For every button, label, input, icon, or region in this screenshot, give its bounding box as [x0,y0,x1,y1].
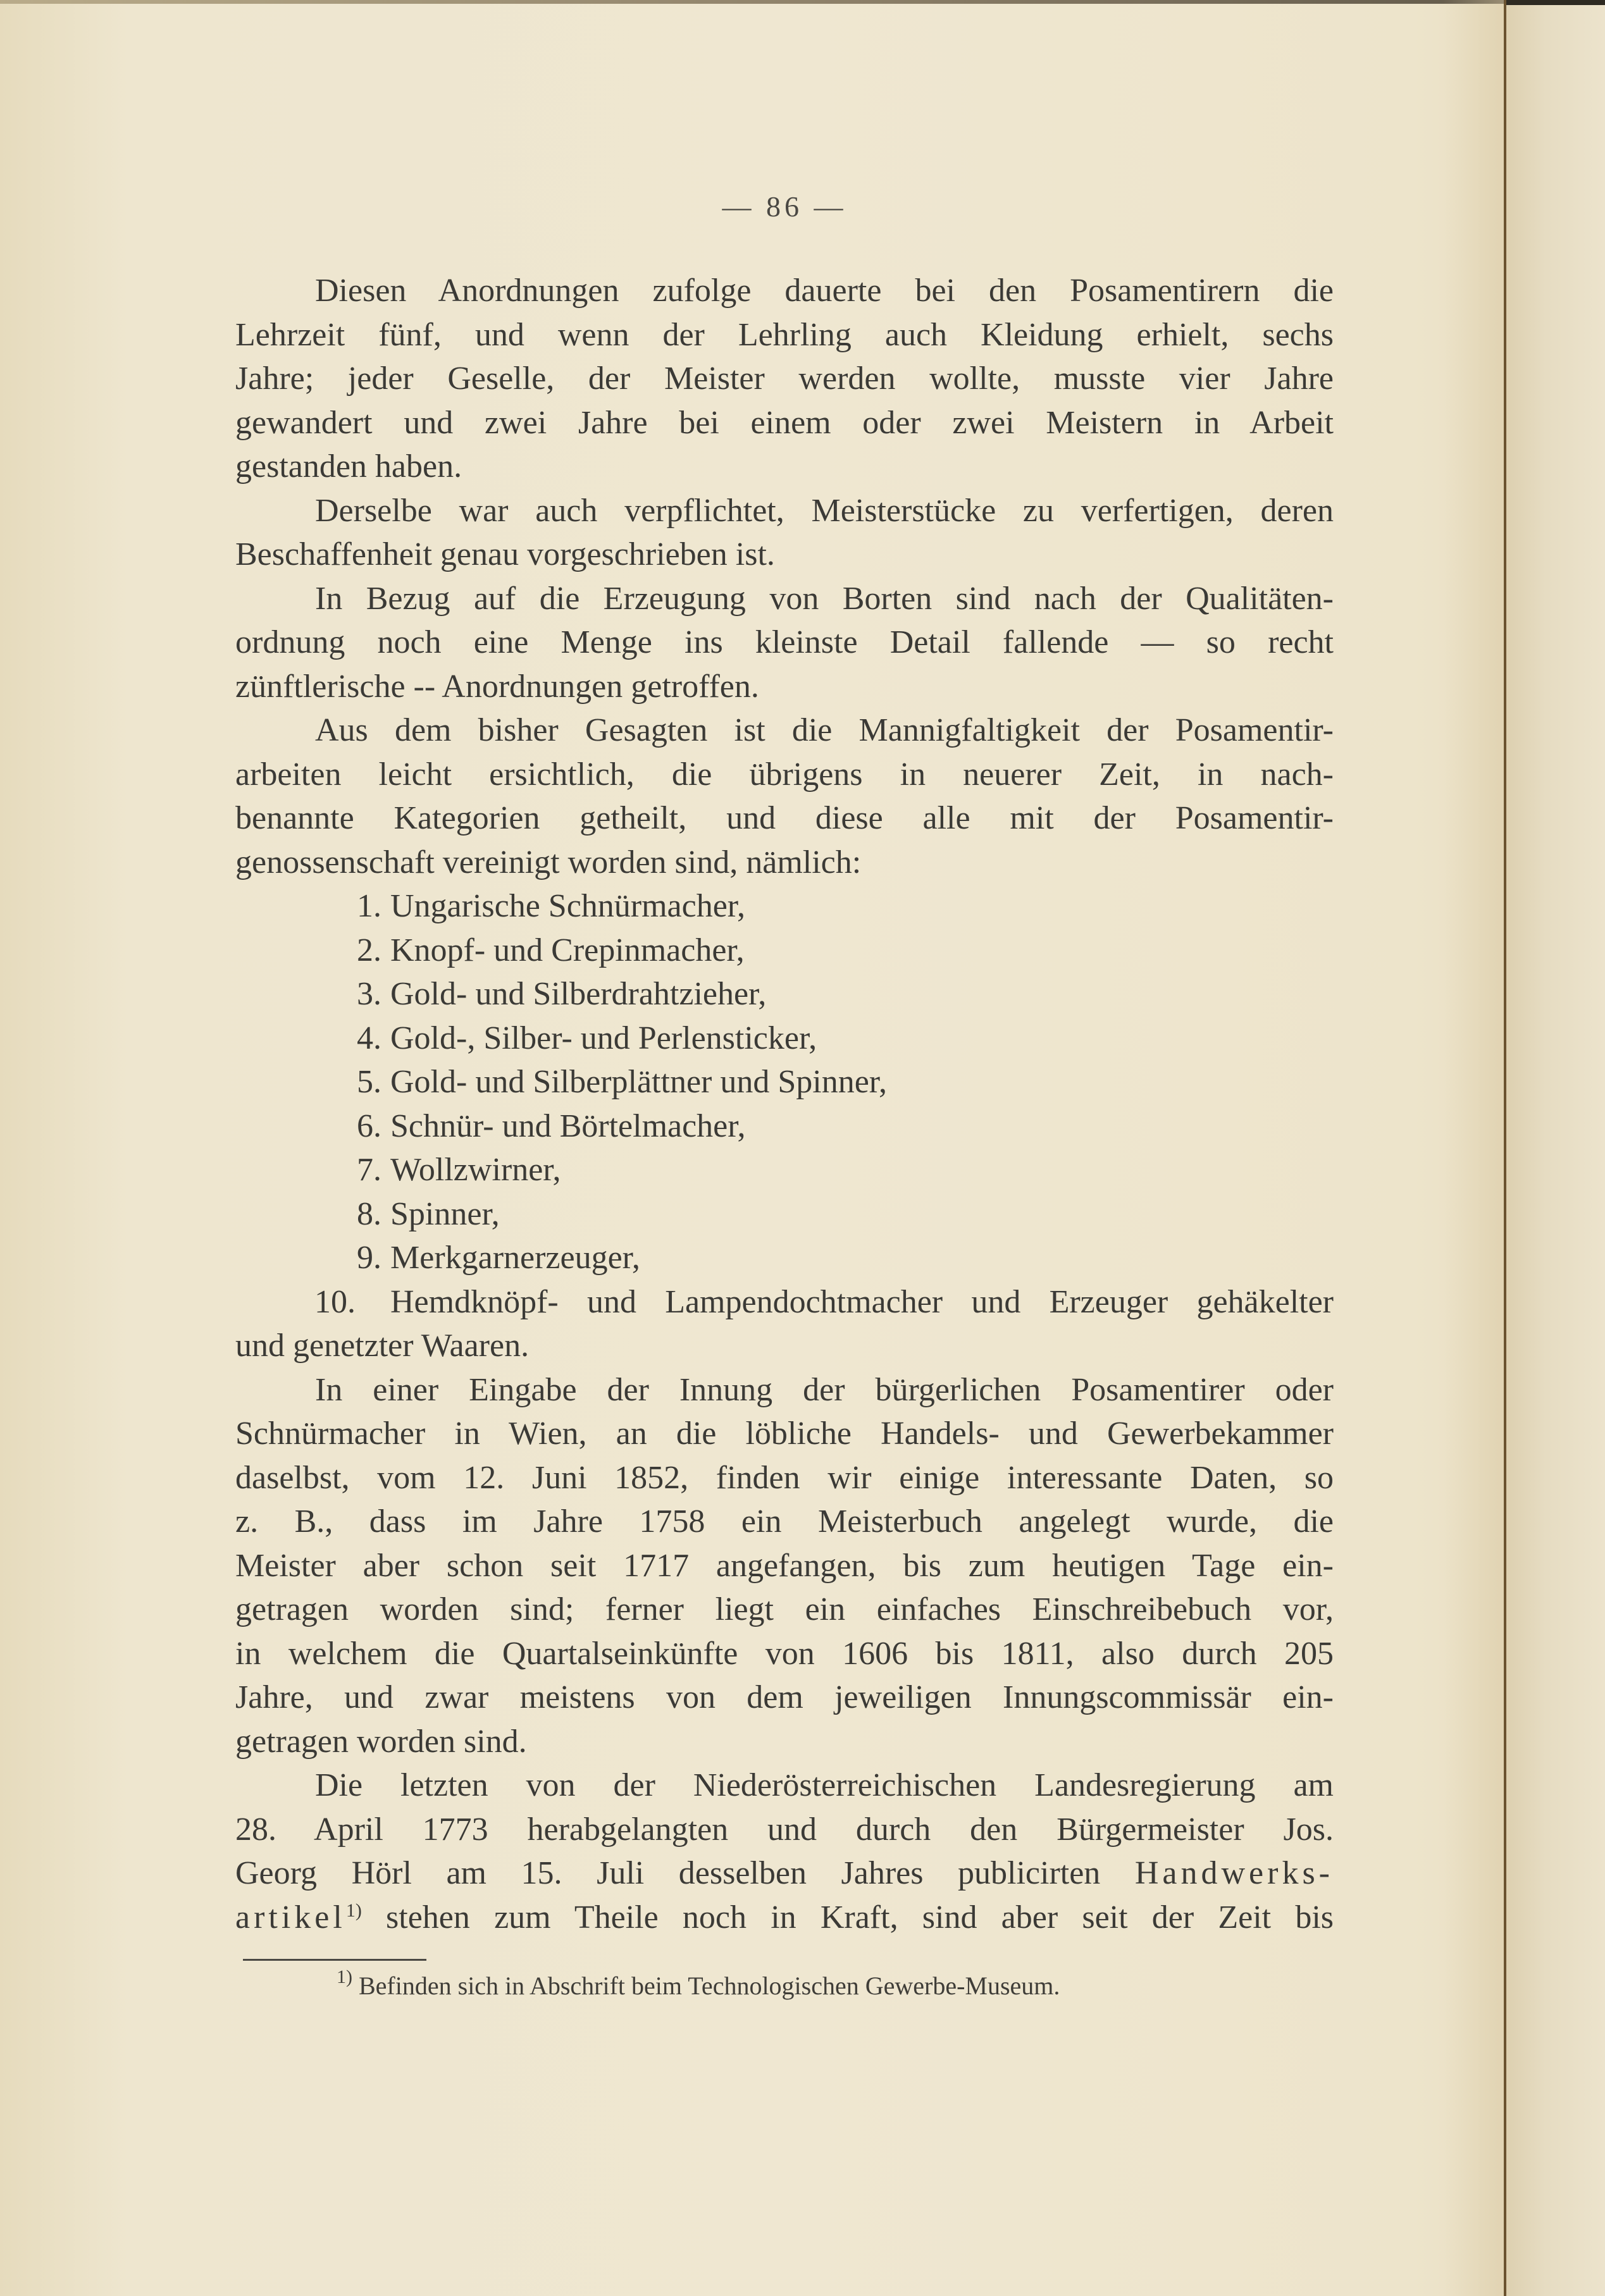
text-line: genossenschaft vereinigt worden sind, nämlich: [235,844,862,880]
list-text: Gold- und Silberplättner und Spinner, [390,1064,888,1100]
footnote-marker: 1) [337,1966,352,1987]
text-line: arbeiten leicht ersichtlich, die übrigens in neuerer Zeit, in nach- [235,756,1334,793]
text-line: ordnung noch eine Menge ins kleinste Detail fallende — so recht [235,624,1334,660]
text-line: in welchem die Quartalseinkünfte von 1606 bis 1811, also durch 205 [235,1635,1334,1672]
footnote-divider [243,1959,426,1961]
body-text [235,269,1334,1939]
list-number: 6. [357,1108,381,1144]
list-text: Gold-, Silber- und Perlensticker, [390,1020,817,1056]
list-number: 7. [357,1152,381,1188]
spaced-word: artikel [235,1899,346,1935]
list-number: 5. [357,1064,381,1100]
text-line: z. B., dass im Jahre 1758 ein Meisterbuch angelegt wurde, die [235,1503,1334,1540]
list-number: 2. [357,932,381,968]
text-line: gestanden haben. [235,448,462,485]
page-fold-line [1504,0,1506,2296]
list-number: 1. [357,888,381,924]
list-text: Gold- und Silberdrahtzieher, [390,976,767,1012]
spaced-word: Handwerks- [1134,1855,1334,1891]
text-line: Beschaffenheit genau vorgeschrieben ist. [235,536,775,572]
text-line: Jahre; jeder Geselle, der Meister werden wollte, musste vier Jahre [235,361,1334,397]
footnote-text: Befinden sich in Abschrift beim Technologischen Gewerbe-Museum. [359,1972,1060,2000]
list-item [235,1192,1334,1237]
list-item [235,972,1334,1016]
text-line: Lehrzeit fünf, und wenn der Lehrling auch Kleidung erhielt, sechs [235,316,1334,353]
list-item [235,1148,1334,1192]
text-line: und genetzter Waaren. [235,1328,530,1364]
text-line: Jahre, und zwar meistens von dem jeweiligen Innungscommissär ein- [235,1679,1334,1715]
text-line: Schnürmacher in Wien, an die löbliche Handels- und Gewerbekammer [235,1416,1334,1452]
list-text: Hemdknöpf- und Lampendochtmacher und Erzeuger gehäkelter [390,1283,1334,1320]
text-line: 28. April 1773 herabgelangten und durch den Bürgermeister Jos. [235,1811,1334,1848]
list-item [235,884,1334,929]
list-item [235,1104,1334,1149]
text-line: benannte Kategorien getheilt, und diese alle mit der Posamentir- [235,800,1334,836]
text-line: Diesen Anordnungen zufolge dauerte bei den Posamentirern die [315,273,1334,309]
text-line: In Bezug auf die Erzeugung von Borten sind nach der Qualitäten- [315,580,1334,617]
list-number: 10. [314,1283,356,1320]
footnote [337,1968,1060,2004]
page-top-edge [0,0,1605,4]
list-item [235,929,1334,973]
list-item [235,1016,1334,1061]
text-segment: stehen zum Theile noch in Kraft, sind aber seit der Zeit bis [386,1899,1334,1935]
text-line: Die letzten von der Niederösterreichischen Landesregierung am [315,1767,1334,1803]
text-line: zünftlerische -- Anordnungen getroffen. [235,668,759,705]
list-text: Wollzwirner, [390,1152,561,1188]
text-line: getragen worden sind; ferner liegt ein einfaches Einschreibebuch vor, [235,1591,1334,1627]
text-line: daselbst, vom 12. Juni 1852, finden wir einige interessante Daten, so [235,1459,1334,1496]
list-number: 8. [357,1195,381,1232]
list-item [235,1236,1334,1280]
list-number: 4. [357,1020,381,1056]
text-line: In einer Eingabe der Innung der bürgerlichen Posamentirer oder [315,1371,1334,1408]
text-line: Meister aber schon seit 1717 angefangen, bis zum heutigen Tage ein- [235,1547,1334,1584]
list-text: Ungarische Schnürmacher, [390,888,746,924]
adjacent-page-top-edge [1506,0,1605,5]
list-text: Merkgarnerzeuger, [390,1240,640,1276]
text-line: Derselbe war auch verpflichtet, Meisterstücke zu verfertigen, deren [315,492,1334,529]
text-line [235,1896,1334,1940]
text-line [235,1851,1334,1896]
adjacent-page-edge [1506,0,1605,2296]
list-item [235,1280,1334,1324]
text-line: getragen worden sind. [235,1723,527,1760]
list-text: Schnür- und Börtelmacher, [390,1108,746,1144]
text-line: Aus dem bisher Gesagten ist die Mannigfaltigkeit der Posamentir- [315,712,1334,748]
text-segment: Georg Hörl am 15. Juli desselben Jahres publicirten [235,1855,1101,1891]
list-text: Knopf- und Crepinmacher, [390,932,745,968]
list-text: Spinner, [390,1195,500,1232]
list-item [235,1060,1334,1104]
text-line: gewandert und zwei Jahre bei einem oder zwei Meistern in Arbeit [235,404,1334,441]
list-number: 9. [357,1240,381,1276]
page-number: — 86 — [722,190,847,223]
footnote-reference[interactable]: 1) [345,1899,362,1921]
list-number: 3. [357,976,381,1012]
